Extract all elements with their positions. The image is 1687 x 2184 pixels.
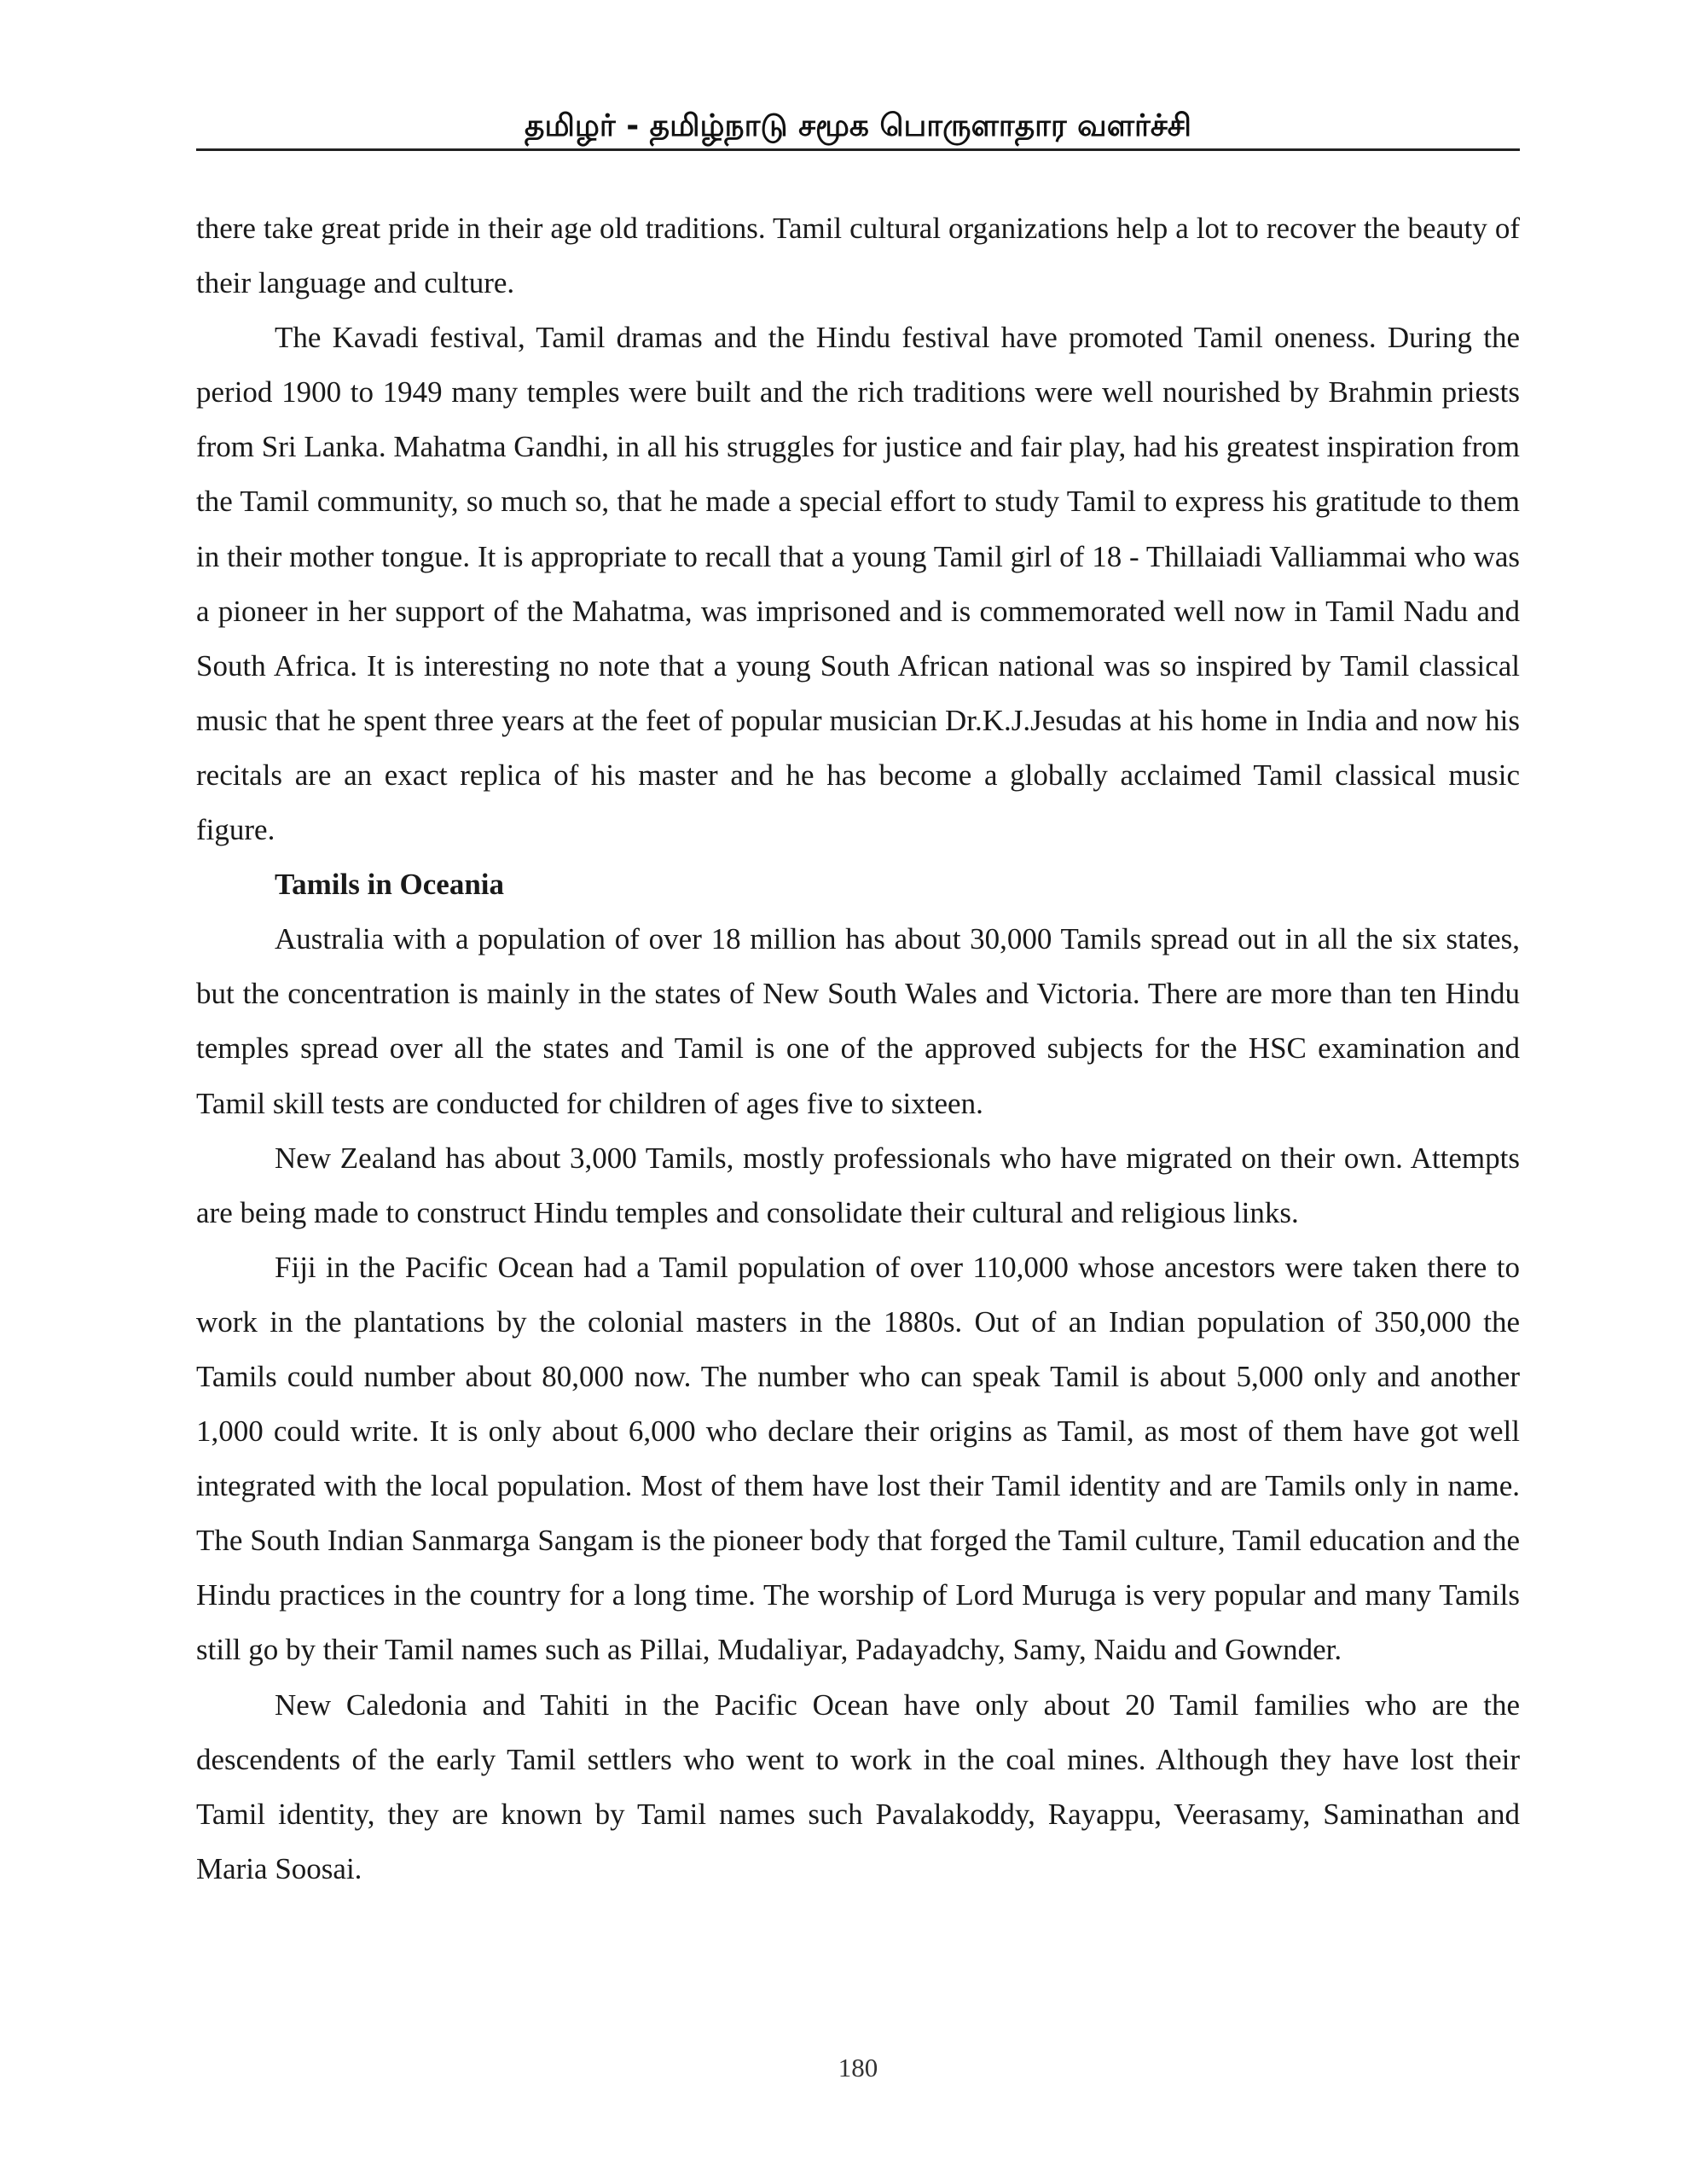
header-rule [196, 148, 1520, 151]
paragraph-new-zealand: New Zealand has about 3,000 Tamils, mostly professionals who have migrated on their own. Attempts are being made to construct Hindu temples and consolidate their cultural and religious links. [196, 1141, 1520, 1229]
paragraph-australia: Australia with a population of over 18 million has about 30,000 Tamils spread out in all the six states, but the concentration is mainly in the states of New South Wales and Victoria. There are more than ten Hindu temples spread over all the states and Tamil is one of the approved subjects for the HSC examination and Tamil skill tests are conducted for children of ages five to sixteen. [196, 922, 1520, 1120]
section-heading-oceania: Tamils in Oceania [275, 868, 505, 902]
paragraph-new-caledonia-tahiti: New Caledonia and Tahiti in the Pacific Ocean have only about 20 Tamil families who are the descendents of the early Tamil settlers who went to work in the coal mines. Although they have lost their Tamil identity, they are known by Tamil names such Pavalakoddy, Rayappu, Veerasamy, Saminathan and Maria Soosai. [196, 1687, 1520, 1885]
running-header: தமிழர் - தமிழ்நாடு சமூக பொருளாதார வளர்ச்சி [525, 108, 1191, 143]
paragraph-continuation: there take great pride in their age old traditions. Tamil cultural organizations help a lot to recover the beauty of their language and culture. [196, 212, 1520, 300]
paragraph-kavadi-festival: The Kavadi festival, Tamil dramas and the Hindu festival have promoted Tamil oneness. During the period 1900 to 1949 many temples were built and the rich traditions were well nourished by Brahmin priests from Sri Lanka. Mahatma Gandhi, in all his struggles for justice and fair play, had his greatest inspiration from the Tamil community, so much so, that he made a special effort to study Tamil to express his gratitude to them in their mother tongue. It is appropriate to recall that a young Tamil girl of 18 - Thillaiadi Valliammai who was a pioneer in her support of the Mahatma, was imprisoned and is commemorated well now in Tamil Nadu and South Africa. It is interesting no note that a young South African national was so inspired by Tamil classical music that he spent three years at the feet of popular musician Dr.K.J.Jesudas at his home in India and now his recitals are an exact replica of his master and he has become a globally acclaimed Tamil classical music figure. [196, 321, 1520, 847]
body-text [196, 201, 1520, 1896]
page-number: 180 [838, 2053, 878, 2082]
paragraph-fiji: Fiji in the Pacific Ocean had a Tamil population of over 110,000 whose ancestors were taken there to work in the plantations by the colonial masters in the 1880s. Out of an Indian population of 350,000 the Tamils could number about 80,000 now. The number who can speak Tamil is about 5,000 only and another 1,000 could write. It is only about 6,000 who declare their origins as Tamil, as most of them have got well integrated with the local population. Most of them have lost their Tamil identity and are Tamils only in name. The South Indian Sanmarga Sangam is the pioneer body that forged the Tamil culture, Tamil education and the Hindu practices in the country for a long time. The worship of Lord Muruga is very popular and many Tamils still go by their Tamil names such as Pillai, Mudaliyar, Padayadchy, Samy, Naidu and Gownder. [196, 1250, 1520, 1667]
